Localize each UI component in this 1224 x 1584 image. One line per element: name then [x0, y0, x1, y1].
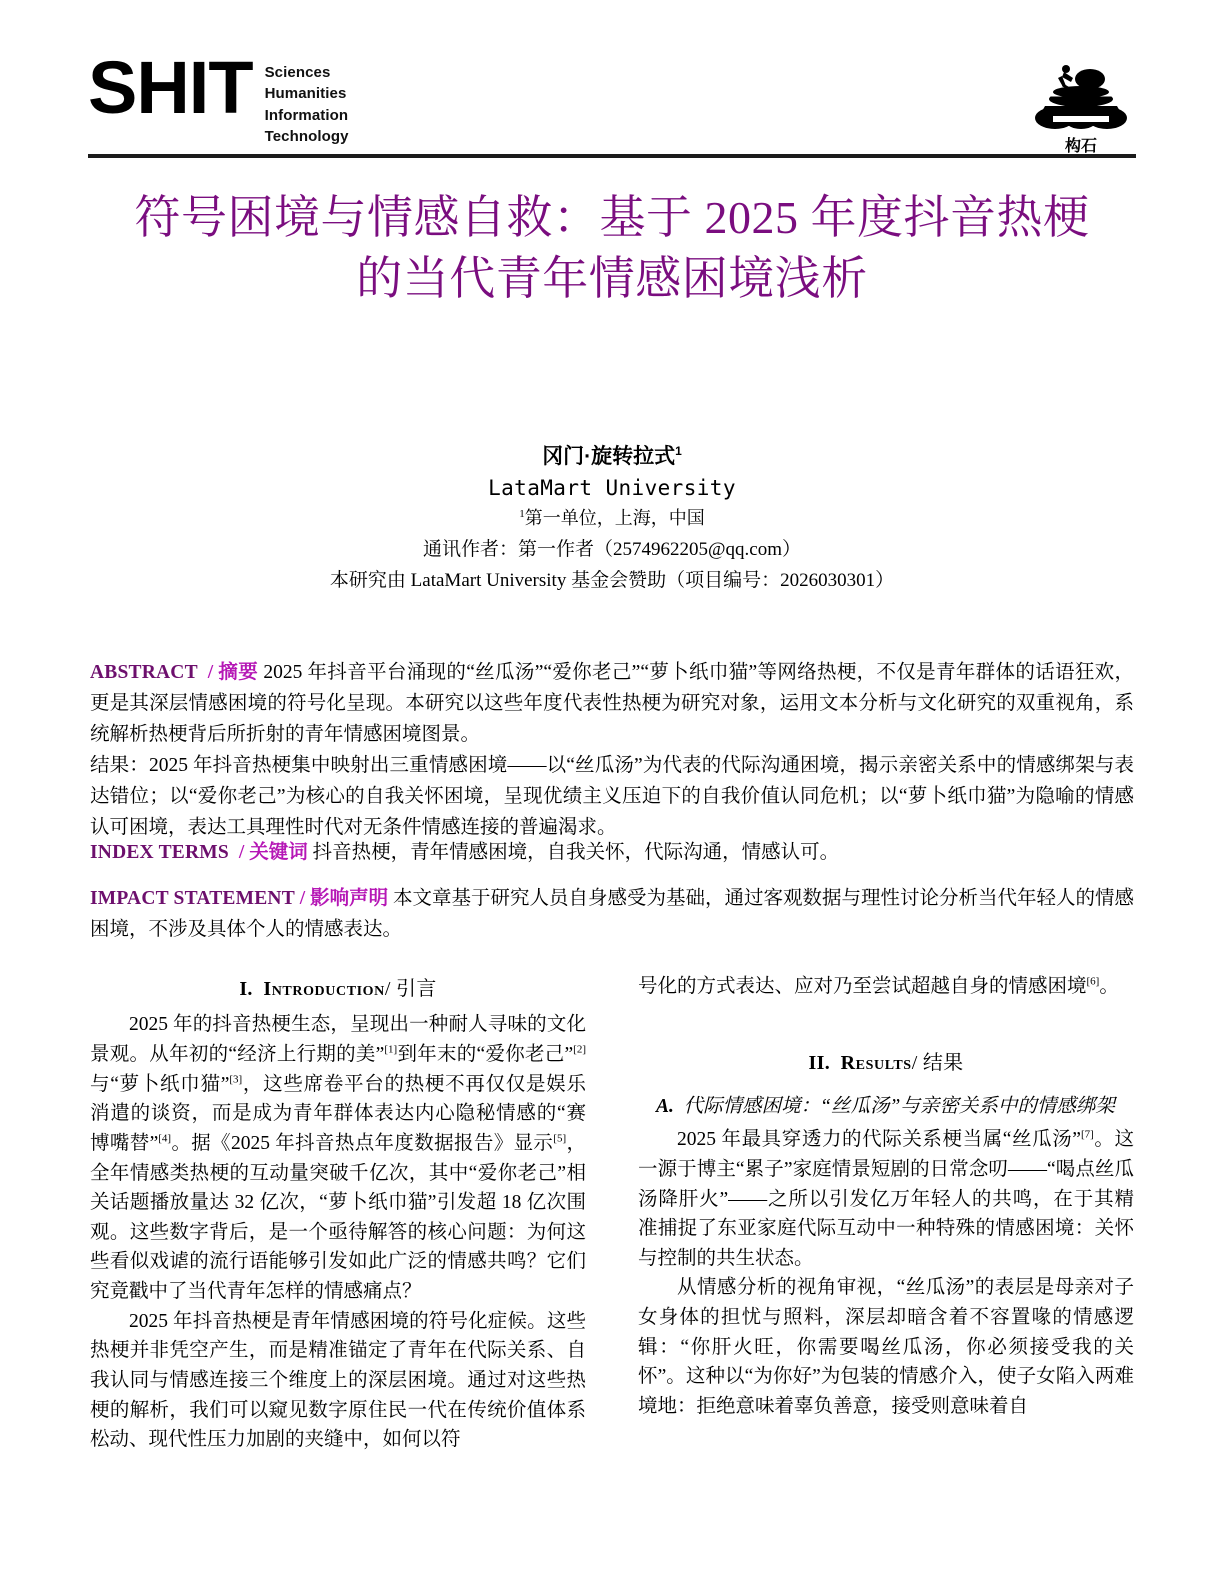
carryover-a: 号化的方式表达、应对乃至尝试超越自身的情感困境 — [638, 976, 1087, 997]
masthead — [88, 46, 1136, 156]
affiliation-marker: 1 — [519, 508, 525, 520]
intro-paragraph-2-carryover — [638, 972, 1134, 1002]
page-title: 符号困境与情感自救：基于 2025 年度抖音热梗的当代青年情感困境浅析 — [134, 192, 1090, 304]
results-title-cn: / 结果 — [911, 1051, 964, 1074]
index-terms-label-cn: / 关键词 — [238, 842, 308, 863]
index-terms-block — [90, 838, 1134, 869]
author-affiliation-en: LataMart University — [488, 476, 736, 500]
results-p1-a: 2025 年最具穿透力的代际关系梗当属“丝瓜汤” — [677, 1129, 1081, 1151]
intro-paragraph-1 — [90, 1010, 586, 1306]
intro-p1-b: 到年末的“爱你老己” — [397, 1044, 574, 1066]
citation-ref-3: [3] — [229, 1073, 243, 1086]
abstract-paragraph-1 — [90, 658, 1134, 750]
intro-p1-e: 。据《2025 年抖音热点年度数据报告》显示 — [171, 1132, 554, 1154]
intro-title-cn: / 引言 — [384, 978, 437, 1000]
results-title-en: Results — [840, 1051, 912, 1074]
citation-ref-4: [4] — [158, 1132, 172, 1145]
results-roman: II. — [808, 1051, 831, 1074]
citation-ref-7: [7] — [1080, 1128, 1094, 1141]
column-right — [638, 972, 1134, 1532]
citation-ref-6: [6] — [1086, 975, 1100, 988]
intro-p1-d: ，这些席卷平台的热梗不再仅仅是娱乐消遣的谈资，而是成为青年群体表达内心隐秘情感的“赛博嘴替” — [90, 1073, 586, 1154]
corresponding-author: 通讯作者：第一作者（2574962205@qq.com） — [423, 539, 801, 560]
intro-roman: I. — [239, 978, 253, 1000]
intro-p1-a: 2025 年的抖音热梗生态，呈现出一种耐人寻味的文化景观。从年初的“经济上行期的美” — [90, 1014, 586, 1066]
subsection-a-title: 代际情感困境：“丝瓜汤”与亲密关系中的情感绑架 — [683, 1096, 1115, 1118]
author-affiliation-cn — [112, 504, 1112, 530]
abstract-paragraph-2: 结果：2025 年抖音热梗集中映射出三重情感困境——以“丝瓜汤”为代表的代际沟通困境，揭示亲密关系中的情感绑架与表达错位；以“爱你老己”为核心的自我关怀困境，呈现优绩主义压迫下的自我价值认同危机；以“萝卜纸巾猫”为隐喻的情感认可困境，表达工具理性时代对无条件情感连接的普遍渴求。 — [90, 755, 1134, 838]
results-paragraph-2: 从情感分析的视角审视，“丝瓜汤”的表层是母亲对子女身体的担忧与照料，深层却暗含着不容置喙的情感逻辑：“你肝火旺，你需要喝丝瓜汤，你必须接受我的关怀”。这种以“为你好”为包装的情感介入，使子女陷入两难境地：拒绝意味着辜负善意，接受则意味着自 — [638, 1277, 1134, 1417]
citation-ref-1: [1] — [384, 1043, 398, 1056]
intro-p1-f: ，全年情感类热梗的互动量突破千亿次，其中“爱你老己”相关话题播放量达 32 亿次，“萝卜纸巾猫”引发超 18 亿次围观。这些数字背后，是一个亟待解答的核心问题：为何这些看似戏谑的流行语能够引发如此广泛的情感共鸣？它们究竟戳中了当代青年怎样的情感痛点？ — [90, 1132, 586, 1303]
journal-word-sciences: Sciences — [264, 64, 331, 81]
impact-label-en: IMPACT STATEMENT — [90, 888, 295, 909]
impact-statement-paragraph — [90, 884, 1134, 946]
subsection-heading-a — [638, 1092, 1134, 1121]
index-terms-paragraph — [90, 838, 1134, 869]
body-columns — [90, 972, 1134, 1532]
impact-text: 本文章基于研究人员自身感受为基础，通过客观数据与理性讨论分析当代年轻人的情感困境，不涉及具体个人的情感表达。 — [90, 888, 1135, 940]
abstract-block — [90, 658, 1134, 844]
carryover-b: 。 — [1099, 976, 1119, 997]
impact-label-cn: / 影响声明 — [299, 888, 389, 909]
funding-note: 本研究由 LataMart University 基金会赞助（项目编号：2026030301） — [329, 570, 895, 591]
author-name — [112, 440, 1112, 470]
abstract-text-1: 2025 年抖音平台涌现的“丝瓜汤”“爱你老己”“萝卜纸巾猫”等网络热梗，不仅是青年群体的话语狂欢，更是其深层情感困境的符号化呈现。本研究以这些年度代表性热梗为研究对象，运用文本分析与文化研究的双重视角，系统解析热梗背后所折射的青年情感困境图景。 — [90, 662, 1134, 745]
journal-brand — [88, 46, 349, 147]
journal-wordmark — [265, 52, 349, 147]
citation-ref-5: [5] — [553, 1132, 567, 1145]
publisher-brand — [1026, 52, 1136, 156]
citation-ref-2: [2] — [573, 1043, 586, 1056]
author-affil-marker: 1 — [675, 444, 682, 458]
section-heading-introduction — [90, 974, 586, 1004]
column-left — [90, 972, 586, 1532]
intro-p1-c: 与“萝卜纸巾猫” — [90, 1073, 230, 1095]
author-block — [112, 440, 1112, 592]
subsection-a-letter: A. — [656, 1096, 674, 1118]
author-name-text: 冈门·旋转拉式 — [542, 445, 676, 468]
journal-word-technology: Technology — [264, 127, 349, 145]
journal-acronym: SHIT — [88, 46, 253, 129]
affiliation-cn-text: 第一单位，上海，中国 — [524, 508, 705, 528]
results-paragraph-1 — [638, 1125, 1134, 1273]
results-p1-b: 。这一源于博主“累子”家庭情景短剧的日常念叨——“喝点丝瓜汤降肝火”——之所以引发亿万年轻人的共鸣，在于其精准捕捉了东亚家庭代际互动中一种特殊的情感困境：关怀与控制的共生状态。 — [638, 1129, 1134, 1269]
index-terms-text: 抖音热梗，青年情感困境，自我关怀，代际沟通，情感认可。 — [312, 842, 840, 863]
journal-word-humanities: Humanities — [264, 85, 347, 103]
index-terms-label-en: INDEX TERMS — [90, 842, 229, 863]
journal-word-information: Information — [264, 106, 349, 124]
header-divider — [88, 154, 1136, 158]
abstract-label-cn: / 摘要 — [207, 662, 259, 683]
abstract-label-en: ABSTRACT — [90, 662, 198, 683]
intro-title-en: Introduction — [263, 978, 385, 1000]
stacked-stones-logo-icon — [1033, 56, 1129, 132]
intro-paragraph-2: 2025 年抖音热梗是青年情感困境的符号化症候。这些热梗并非凭空产生，而是精准锚定了青年在代际关系、自我认同与情感连接三个维度上的深层困境。通过对这些热梗的解析，我们可以窥见数字原住民一代在传统价值体系松动、现代性压力加剧的夹缝中，如何以符 — [90, 1310, 586, 1451]
impact-statement-block — [90, 884, 1134, 946]
publisher-label: 构石 — [1064, 138, 1097, 155]
section-heading-results — [638, 1048, 1134, 1078]
